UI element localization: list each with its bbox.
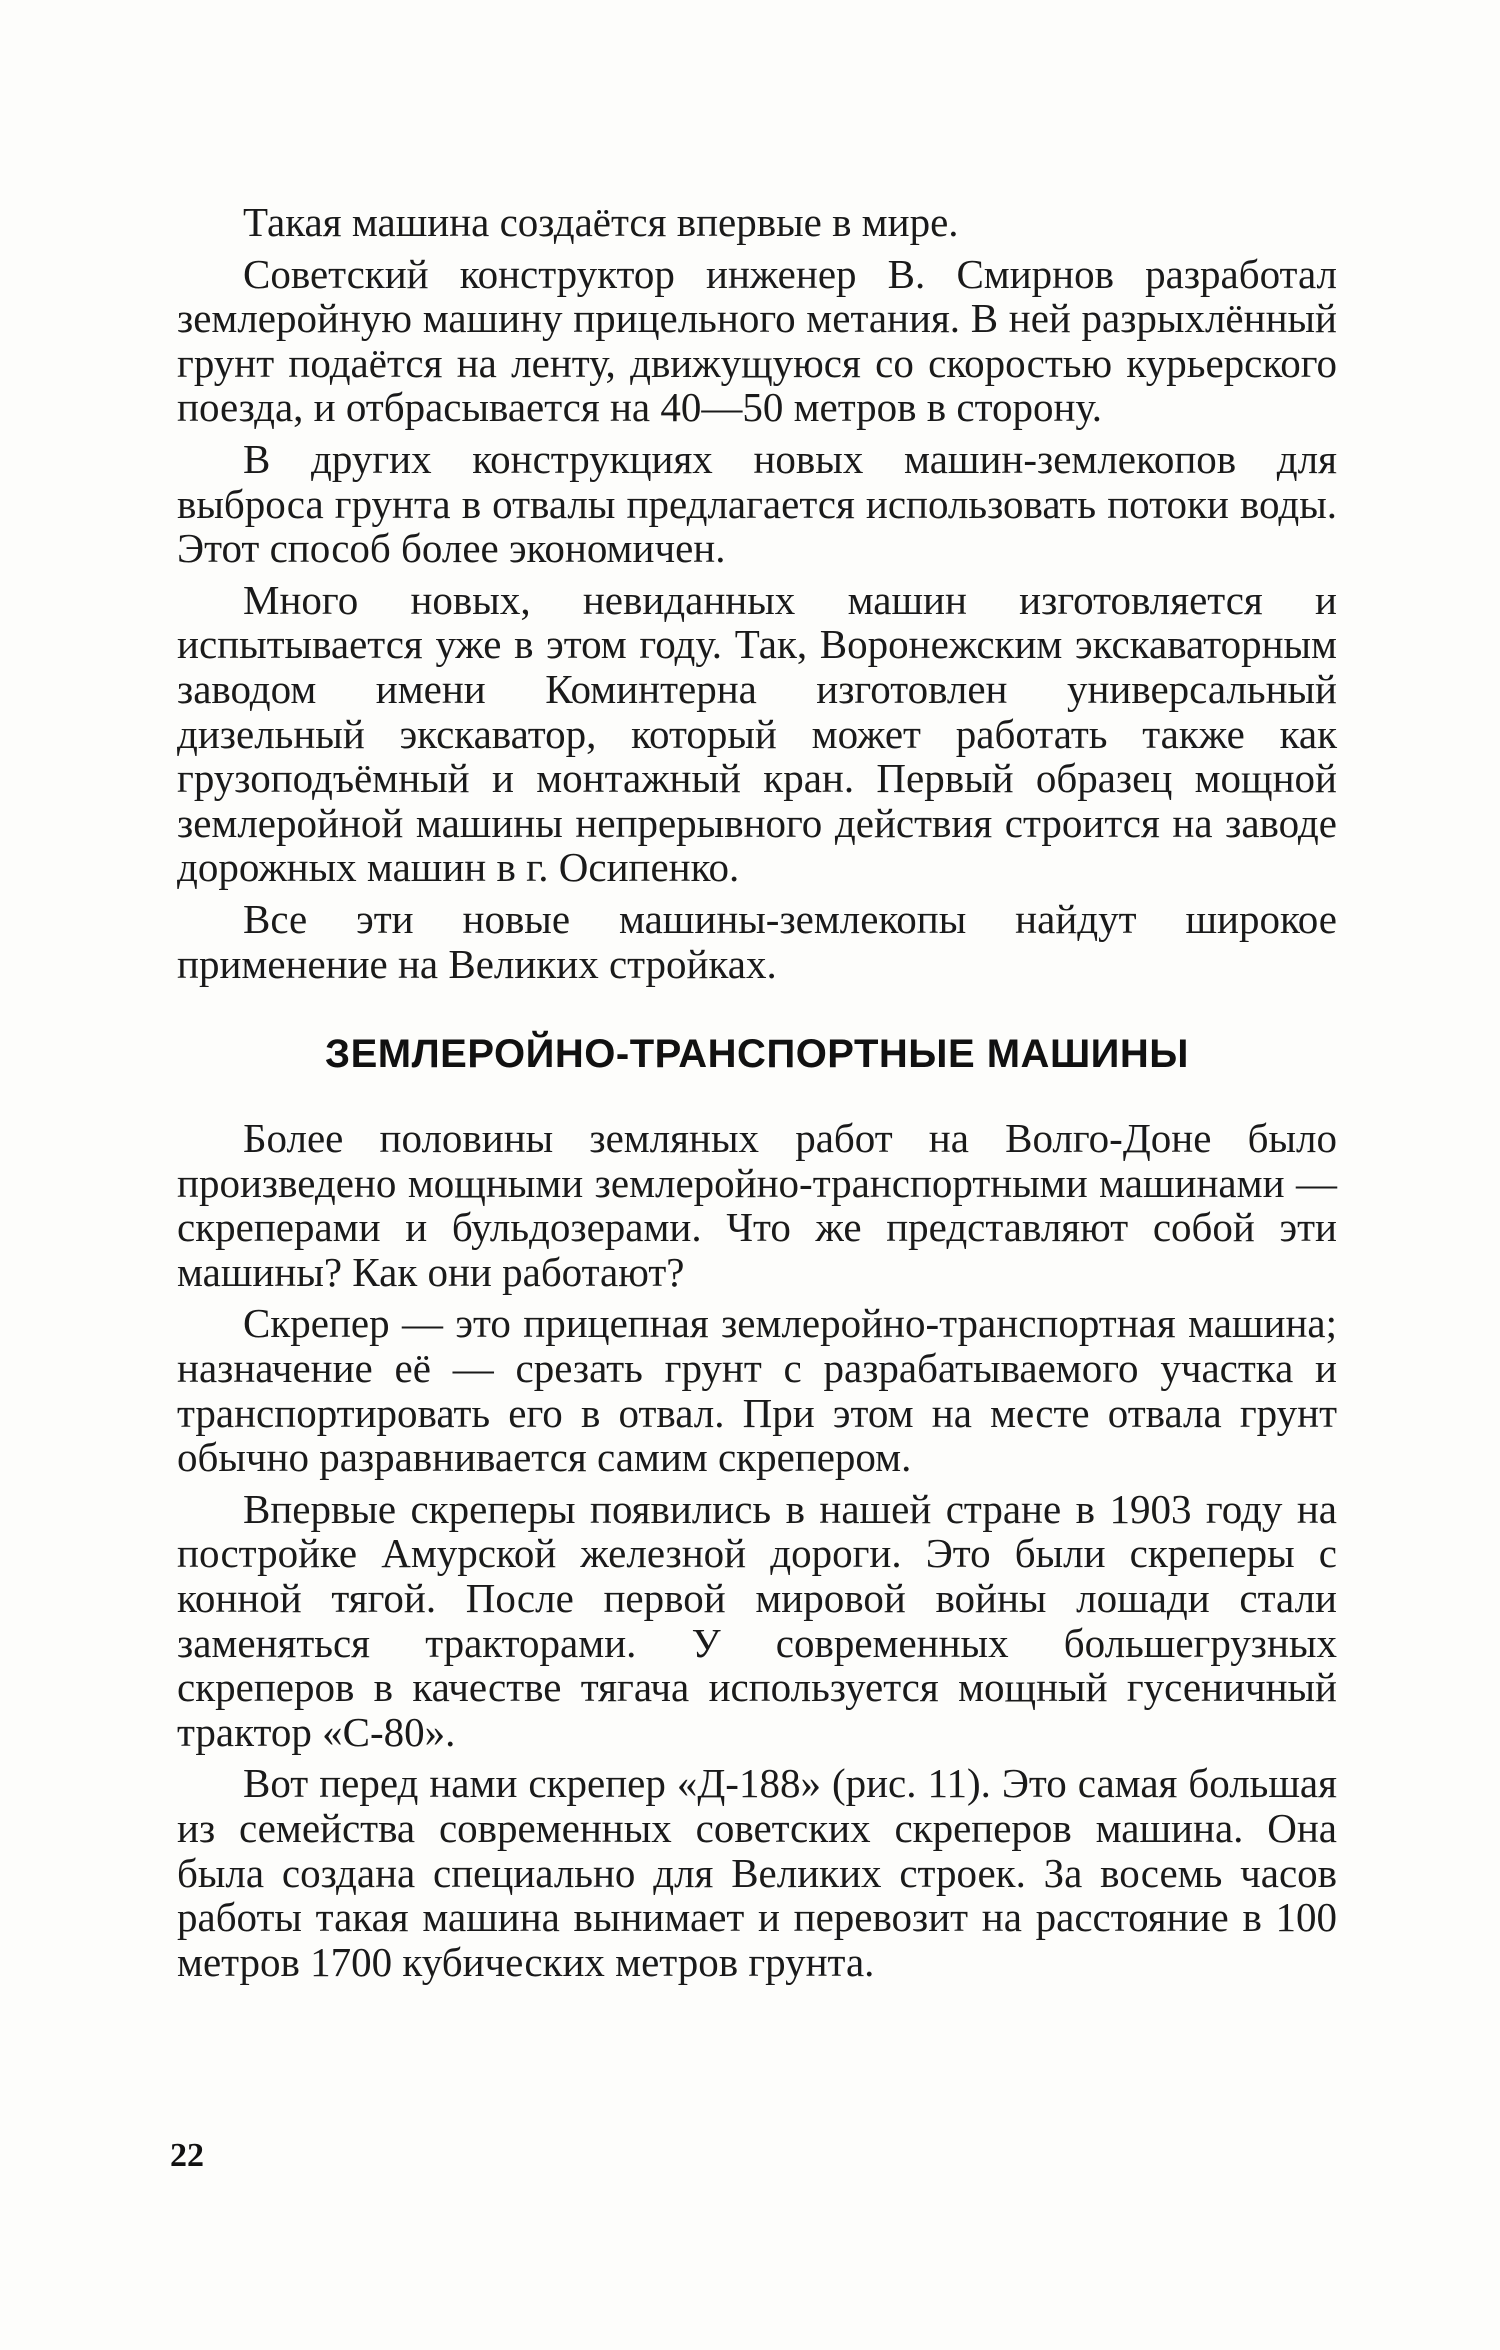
page-text: [177, 200, 1337, 1984]
section-heading: ЗЕМЛЕРОЙНО-ТРАНСПОРТНЫЕ МАШИНЫ: [325, 1032, 1189, 1077]
page-number: 22: [170, 2137, 204, 2174]
paragraph: Впервые скреперы появились в нашей стране в 1903 году на постройке Амурской железной дороги. Это были скреперы с конной тягой. После первой мировой войны лошади стали заменяться тракторами. У современных большегрузных скреперов в качестве тягача используется мощный гусеничный трактор «С-80».: [177, 1485, 1337, 1755]
paragraph: Все эти новые машины-землекопы найдут широкое применение на Великих стройках.: [177, 895, 1337, 987]
paragraph: Вот перед нами скрепер «Д-188» (рис. 11). Это самая большая из семейства современных советских скреперов машина. Она была создана специально для Великих строек. За восемь часов работы такая машина вынимает и перевозит на расстояние в 100 метров 1700 кубических метров грунта.: [177, 1760, 1337, 1985]
paragraph: Скрепер — это прицепная землеройно-транспортная машина; назначение её — срезать грунт с разрабатываемого участка и транспортировать его в отвал. При этом на месте отвала грунт обычно разравнивается самим скрепером.: [177, 1300, 1337, 1481]
paragraph: Более половины земляных работ на Волго-Доне было произведено мощными землеройно-транспортными машинами — скреперами и бульдозерами. Что же представляют собой эти машины? Как они работают?: [177, 1115, 1337, 1295]
paragraph: В других конструкциях новых машин-землекопов для выброса грунта в отвалы предлагается использовать потоки воды. Этот способ более экономичен.: [177, 435, 1337, 572]
paragraph: Такая машина создаётся впервые в мире.: [243, 199, 959, 245]
paragraph: Советский конструктор инженер В. Смирнов разработал землеройную машину прицельного метания. В ней разрыхлённый грунт подаётся на ленту, движущуюся со скоростью курьерского поезда, и отбрасывается на 40—50 метров в сторону.: [177, 250, 1337, 431]
paragraph: Много новых, невиданных машин изготовляется и испытывается уже в этом году. Так, Воронежским экскаваторным заводом имени Коминтерна изготовлен универсальный дизельный экскаватор, который может работать также как грузоподъёмный и монтажный кран. Первый образец мощной землеройной машины непрерывного действия строится на заводе дорожных машин в г. Осипенко.: [177, 576, 1337, 891]
